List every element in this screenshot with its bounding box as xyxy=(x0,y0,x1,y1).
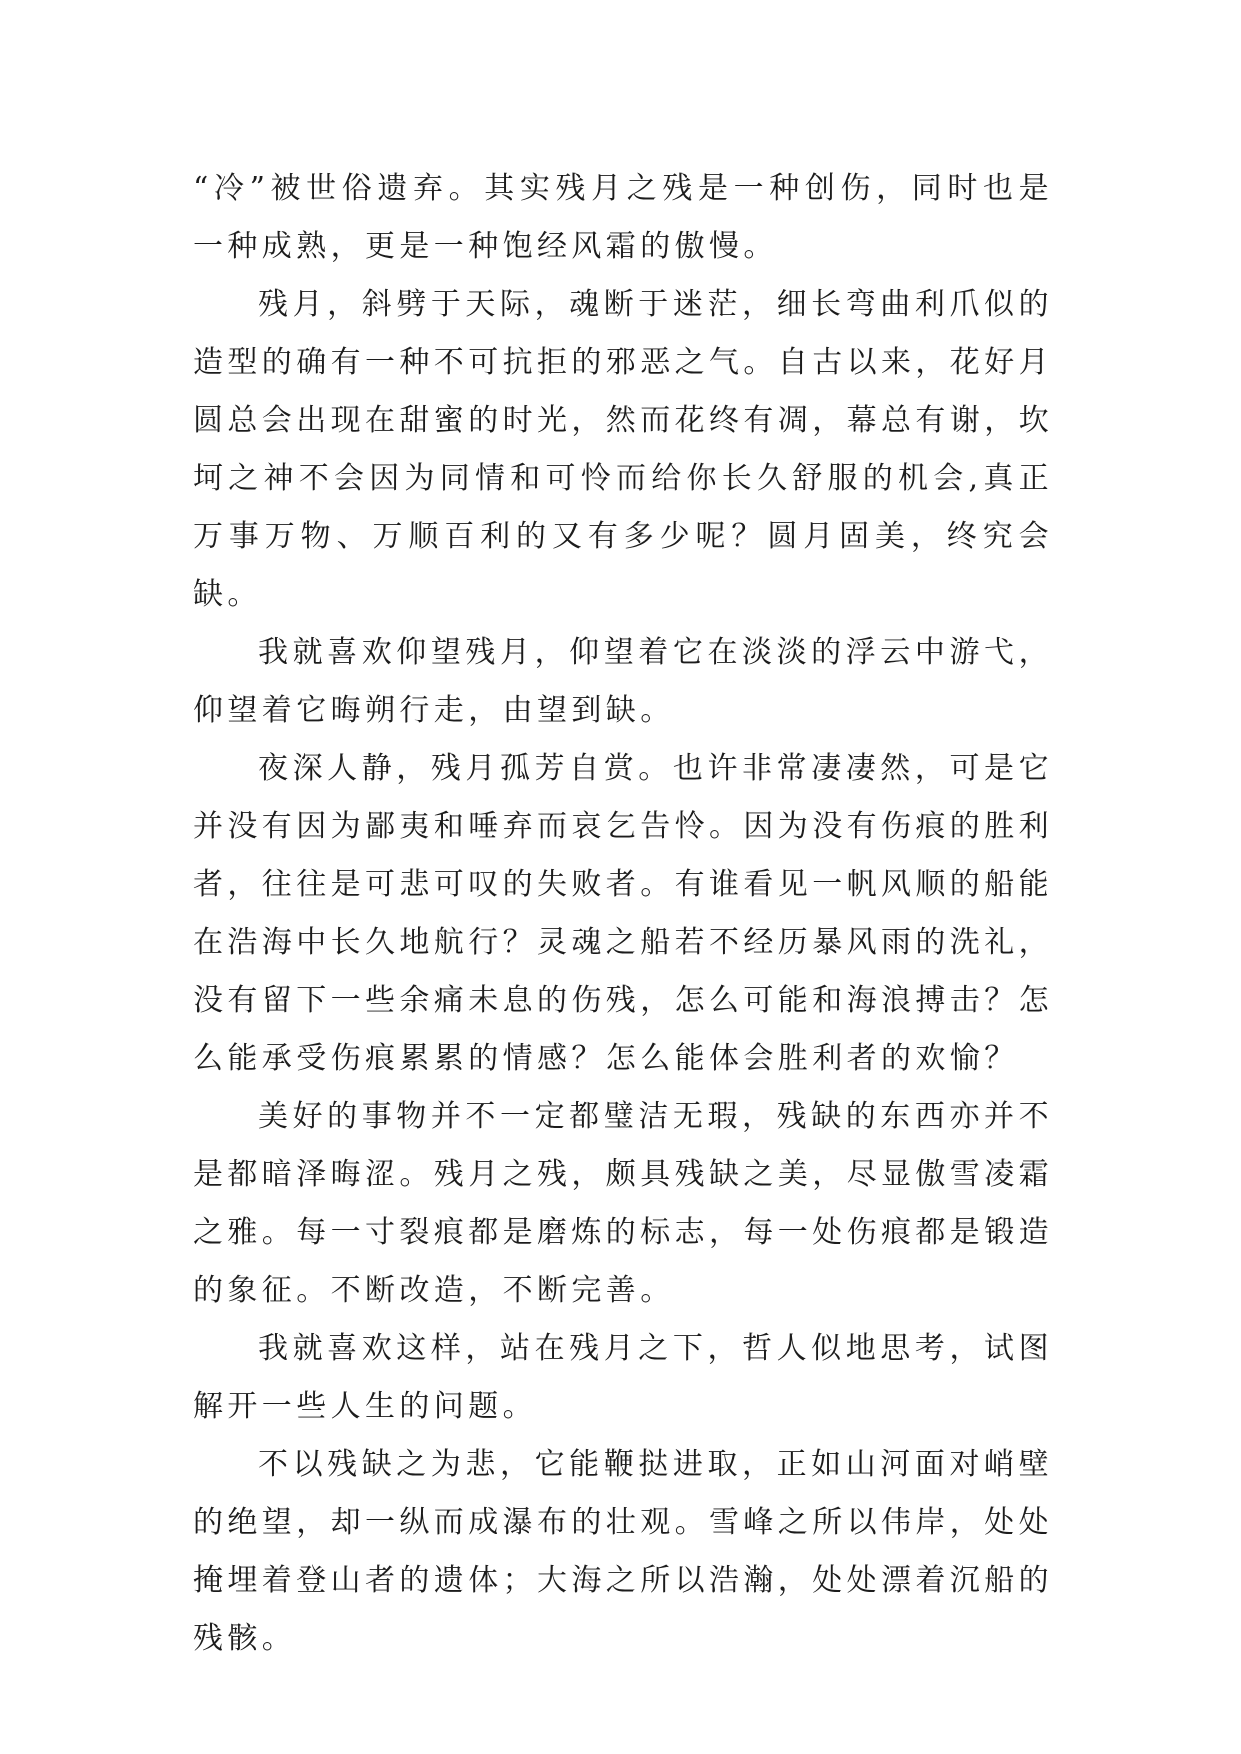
paragraph-5: 美好的事物并不一定都璧洁无瑕，残缺的东西亦并不是都暗泽晦涩。残月之残，颇具残缺之美，尽显傲雪凌霜之雅。每一寸裂痕都是磨炼的标志，每一处伤痕都是锻造的象征。不断改造，不断完善。 xyxy=(193,1099,1053,1308)
paragraph-6: 我就喜欢这样，站在残月之下，哲人似地思考，试图解开一些人生的问题。 xyxy=(193,1331,1053,1424)
body-text xyxy=(193,160,1053,1668)
paragraph-7: 不以残缺之为悲，它能鞭挞进取，正如山河面对峭壁的绝望，却一纵而成瀑布的壮观。雪峰之所以伟岸，处处掩埋着登山者的遗体；大海之所以浩瀚，处处漂着沉船的残骸。 xyxy=(193,1447,1053,1656)
paragraph-2: 残月，斜劈于天际，魂断于迷茫，细长弯曲利爪似的造型的确有一种不可抗拒的邪恶之气。自古以来，花好月圆总会出现在甜蜜的时光，然而花终有凋，幕总有谢，坎坷之神不会因为同情和可怜而给你长久舒服的机会,真正万事万物、万顺百利的又有多少呢？圆月固美，终究会缺。 xyxy=(193,287,1053,612)
paragraph-1: “冷”被世俗遗弃。其实残月之残是一种创伤，同时也是一种成熟，更是一种饱经风霜的傲慢。 xyxy=(193,171,1053,264)
paragraph-4: 夜深人静，残月孤芳自赏。也许非常凄凄然，可是它并没有因为鄙夷和唾弃而哀乞告怜。因为没有伤痕的胜利者，往往是可悲可叹的失败者。有谁看见一帆风顺的船能在浩海中长久地航行？灵魂之船若不经历暴风雨的洗礼，没有留下一些余痛未息的伤残，怎么可能和海浪搏击？怎么能承受伤痕累累的情感？怎么能体会胜利者的欢愉？ xyxy=(193,751,1053,1076)
paragraph-3: 我就喜欢仰望残月，仰望着它在淡淡的浮云中游弋，仰望着它晦朔行走，由望到缺。 xyxy=(193,635,1053,728)
